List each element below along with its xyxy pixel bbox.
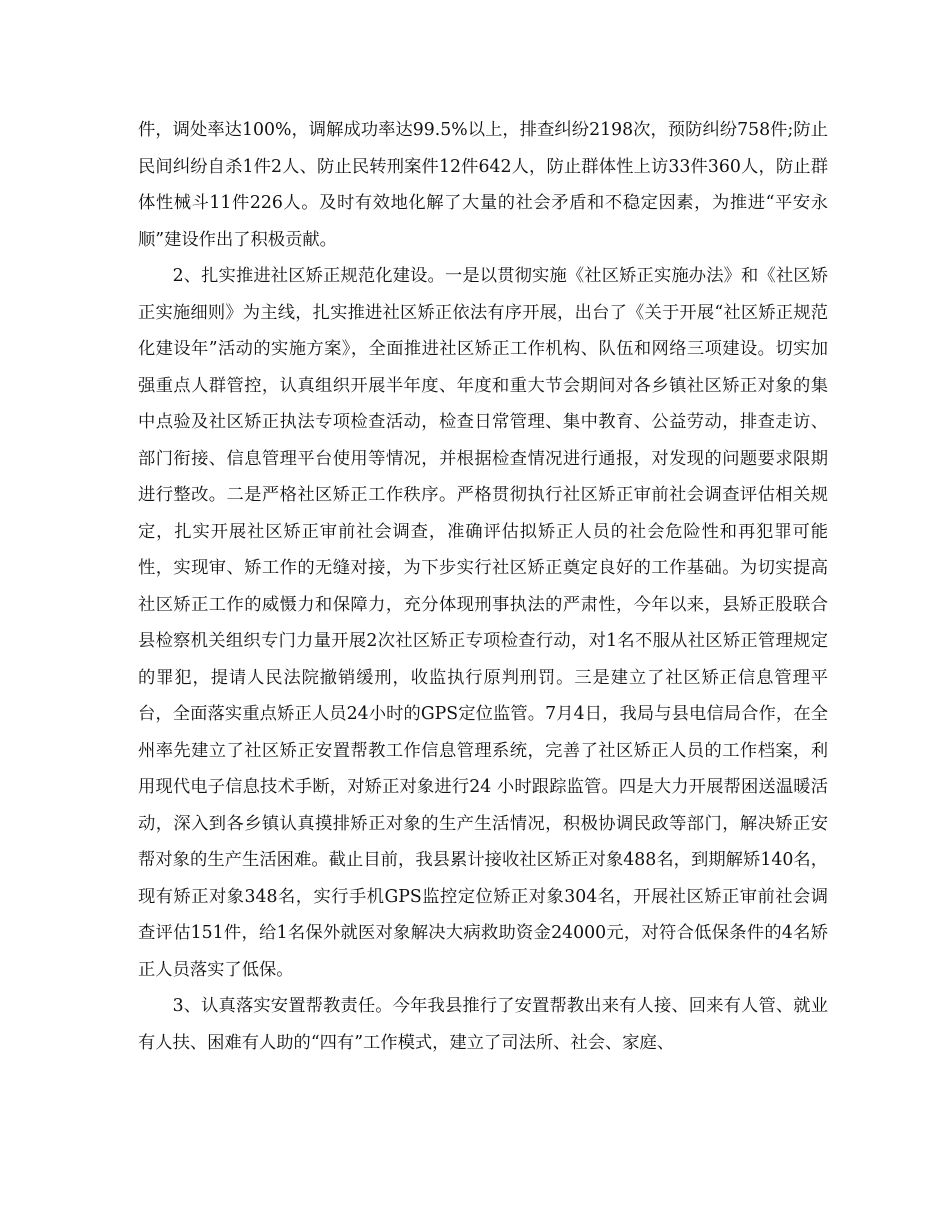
document-body [138,112,828,1061]
paragraph-resettlement-assistance: 3、认真落实安置帮教责任。今年我县推行了安置帮教出来有人接、回来有人管、就业有人扶、困难有人助的“四有”工作模式，建立了司法所、社会、家庭、 [138,996,828,1053]
paragraph-mediation-stats: 件，调处率达100%，调解成功率达99.5%以上，排查纠纷2198次，预防纠纷758件;防止民间纠纷自杀1件2人、防止民转刑案件12件642人，防止群体性上访33件360人，防止群体性械斗11件226人。及时有效地化解了大量的社会矛盾和不稳定因素，为推进“平安永顺”建设作出了积极贡献。 [138,120,828,250]
paragraph-community-correction: 2、扎实推进社区矫正规范化建设。一是以贯彻实施《社区矫正实施办法》和《社区矫正实施细则》为主线，扎实推进社区矫正依法有序开展，出台了《关于开展“社区矫正规范化建设年”活动的实施方案》，全面推进社区矫正工作机构、队伍和网络三项建设。切实加强重点人群管控，认真组织开展半年度、年度和重大节会期间对各乡镇社区矫正对象的集中点验及社区矫正执法专项检查活动，检查日常管理、集中教育、公益劳动，排查走访、部门衔接、信息管理平台使用等情况，并根据检查情况进行通报，对发现的问题要求限期进行整改。二是严格社区矫正工作秩序。严格贯彻执行社区矫正审前社会调查评估相关规定，扎实开展社区矫正审前社会调查，准确评估拟矫正人员的社会危险性和再犯罪可能性，实现审、矫工作的无缝对接，为下步实行社区矫正奠定良好的工作基础。为切实提高社区矫正工作的威慑力和保障力，充分体现刑事执法的严肃性，今年以来，县矫正股联合县检察机关组织专门力量开展2次社区矫正专项检查行动，对1名不服从社区矫正管理规定的罪犯，提请人民法院撤销缓刑，收监执行原判刑罚。三是建立了社区矫正信息管理平台，全面落实重点矫正人员24小时的GPS定位监管。7月4日，我局与县电信局合作，在全州率先建立了社区矫正安置帮教工作信息管理系统，完善了社区矫正人员的工作档案，利用现代电子信息技术手断，对矫正对象进行24 小时跟踪监管。四是大力开展帮困送温暖活动，深入到各乡镇认真摸排矫正对象的生产生活情况，积极协调民政等部门，解决矫正安帮对象的生产生活困难。截止目前，我县累计接收社区矫正对象488名，到期解矫140名，现有矫正对象348名，实行手机GPS监控定位矫正对象304名，开展社区矫正审前社会调查评估151件，给1名保外就医对象解决大病救助资金24000元，对符合低保条件的4名矫正人员落实了低保。 [138,266,828,980]
